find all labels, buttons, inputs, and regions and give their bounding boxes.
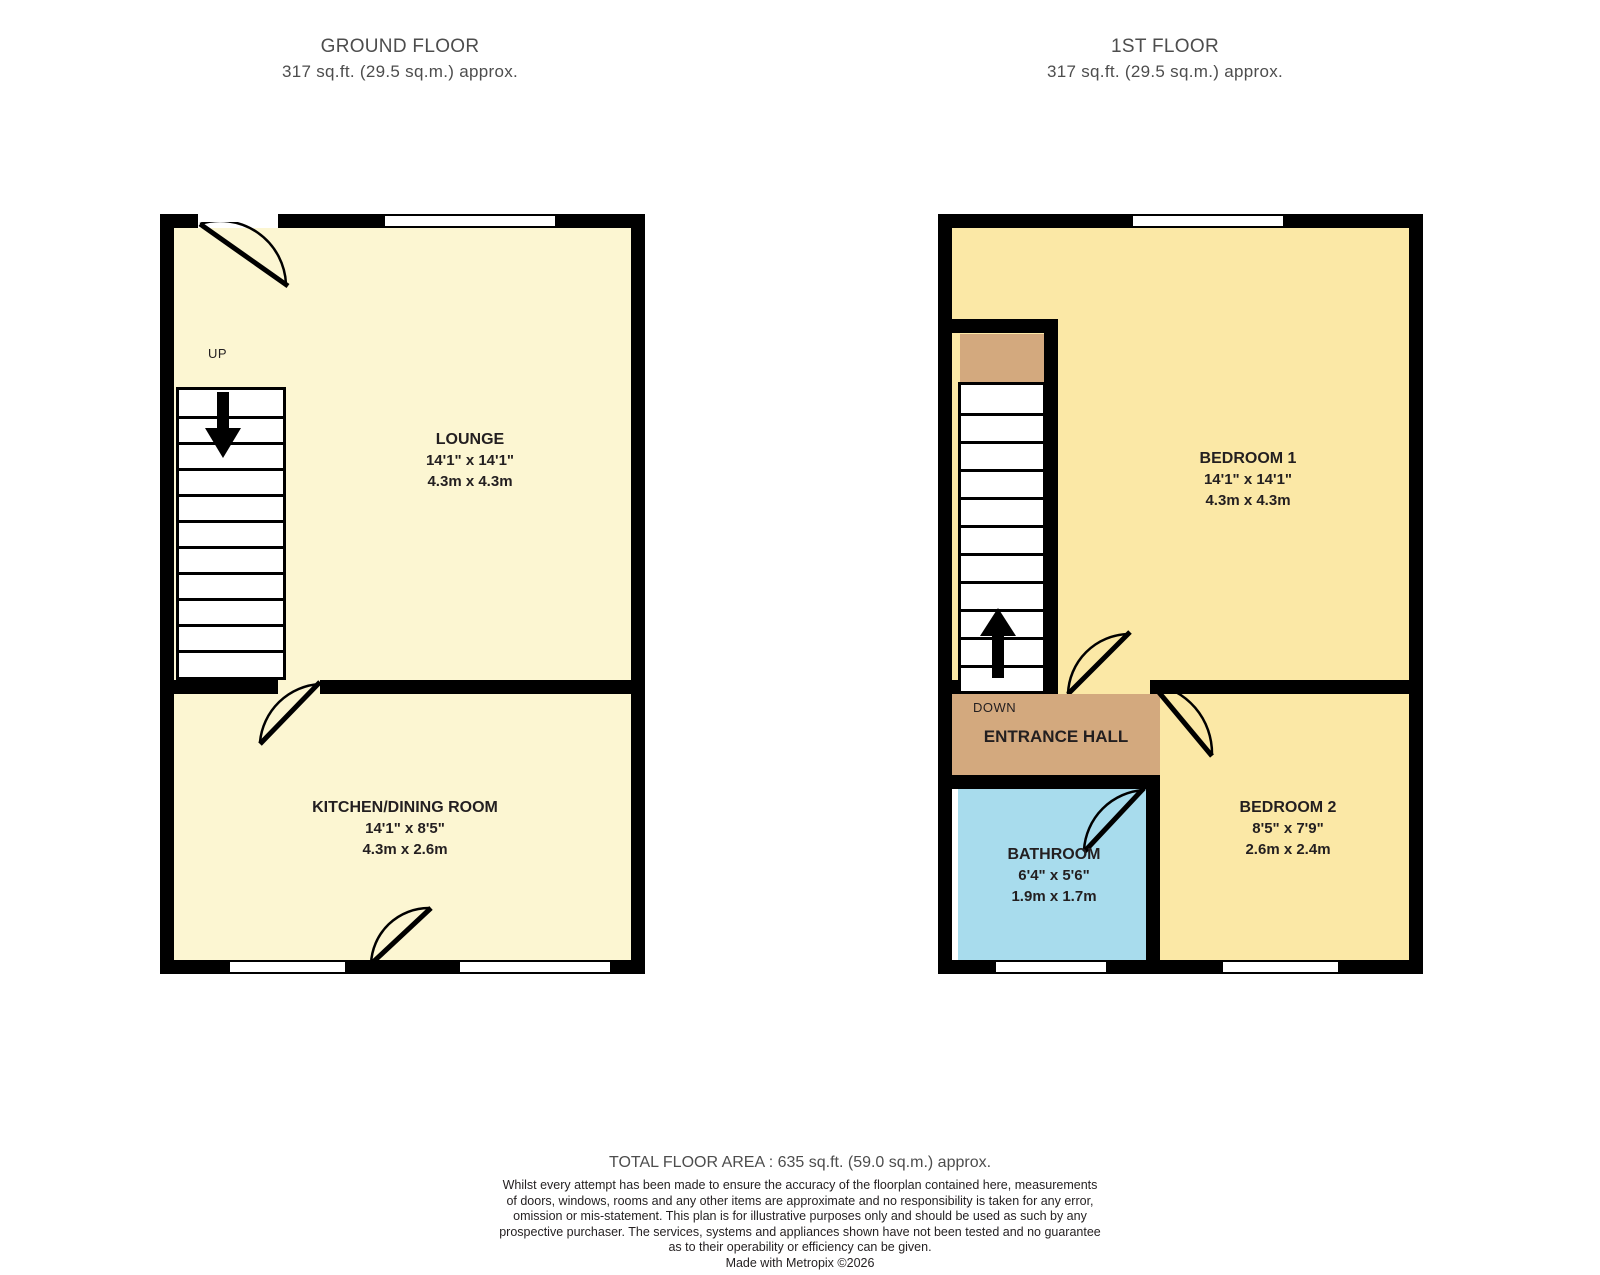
window-rear-left <box>230 960 345 974</box>
ground-floor-title <box>155 34 645 84</box>
lounge-dim-metric: 4.3m x 4.3m <box>427 473 513 490</box>
bathroom-dim-metric: 1.9m x 1.7m <box>1011 888 1097 905</box>
disclaimer-line-1: Whilst every attempt has been made to ensure the accuracy of the floorplan contained here, measurements <box>502 1178 1098 1192</box>
bedroom1-name: BEDROOM 1 <box>1199 450 1297 467</box>
entrance-hall-label <box>948 726 1164 747</box>
bathroom-label <box>946 844 1162 907</box>
disclaimer <box>0 1178 1600 1271</box>
lounge-name: LOUNGE <box>435 431 505 448</box>
lounge-kitchen-door-arc <box>220 680 330 750</box>
window-rear-right <box>460 960 610 974</box>
disclaimer-line-4: prospective purchaser. The services, systems and appliances shown have not been tested and no guarantee <box>499 1224 1101 1239</box>
landing-top-block <box>960 334 1044 382</box>
entrance-hall-name: ENTRANCE HALL <box>983 727 1129 746</box>
wall-stairwell-top <box>952 319 1058 333</box>
kitchen-dining-dim-metric: 4.3m x 2.6m <box>362 841 448 858</box>
wall-right <box>631 214 645 974</box>
bedroom1-door-arc <box>1058 622 1162 694</box>
disclaimer-line-3: omission or mis-statement. This plan is for illustrative purposes only and should be used as such by any <box>513 1209 1087 1223</box>
ground-floor-plan <box>160 214 645 974</box>
first-floor-plan <box>938 214 1423 974</box>
first-floor-title <box>920 34 1410 84</box>
wall-right-1f <box>1409 214 1423 974</box>
bathroom-name: BATHROOM <box>1007 846 1101 863</box>
disclaimer-line-5: as to their operability or efficiency can be given. <box>668 1240 932 1254</box>
front-door-swing-line <box>194 222 294 294</box>
first-floor-area-text: 317 sq.ft. (29.5 sq.m.) approx. <box>1046 62 1284 81</box>
stairs-down-arrow-head-icon <box>980 608 1016 636</box>
stairs-down-label: DOWN <box>973 700 1017 715</box>
bedroom1-dim-imperial: 14'1" x 14'1" <box>1203 471 1293 488</box>
bathroom-dim-imperial: 6'4" x 5'6" <box>1018 867 1090 884</box>
stairs-down-arrow-shaft <box>992 632 1004 678</box>
lounge-label <box>320 429 620 492</box>
first-floor-title-text: 1ST FLOOR <box>1111 36 1219 57</box>
kitchen-dining-dim-imperial: 14'1" x 8'5" <box>365 820 445 837</box>
bedroom2-label <box>1163 797 1413 860</box>
bedroom2-dim-imperial: 8'5" x 7'9" <box>1252 820 1324 837</box>
bedroom1-label <box>1093 448 1403 511</box>
disclaimer-line-2: of doors, windows, rooms and any other items are approximate and no responsibility is taken for any error, <box>506 1193 1094 1208</box>
bedroom1-dim-metric: 4.3m x 4.3m <box>1205 492 1291 509</box>
window-front-top <box>385 214 555 228</box>
total-floor-area: TOTAL FLOOR AREA : 635 sq.ft. (59.0 sq.m.) approx. <box>608 1154 992 1171</box>
lounge-dim-imperial: 14'1" x 14'1" <box>425 452 515 469</box>
window-front-top-1f <box>1133 214 1283 228</box>
wall-lounge-kitchen <box>320 680 645 694</box>
ground-floor-title-text: GROUND FLOOR <box>320 36 480 57</box>
kitchen-dining-label <box>240 797 570 860</box>
wall-left <box>160 214 174 974</box>
stairs-up-label: UP <box>208 346 228 361</box>
rear-door-arc <box>363 906 471 968</box>
bedroom2-name: BEDROOM 2 <box>1239 799 1337 816</box>
metropix-credit: Made with Metropix ©2026 <box>725 1255 875 1270</box>
bedroom2-dim-metric: 2.6m x 2.4m <box>1245 841 1331 858</box>
wall-stairwell-right <box>1044 319 1058 694</box>
stairs-arrow-head-icon <box>205 428 241 458</box>
window-rear-bathroom <box>996 960 1106 974</box>
ground-floor-area-text: 317 sq.ft. (29.5 sq.m.) approx. <box>281 62 519 81</box>
kitchen-dining-name: KITCHEN/DINING ROOM <box>312 799 498 816</box>
window-rear-bedroom2 <box>1223 960 1338 974</box>
